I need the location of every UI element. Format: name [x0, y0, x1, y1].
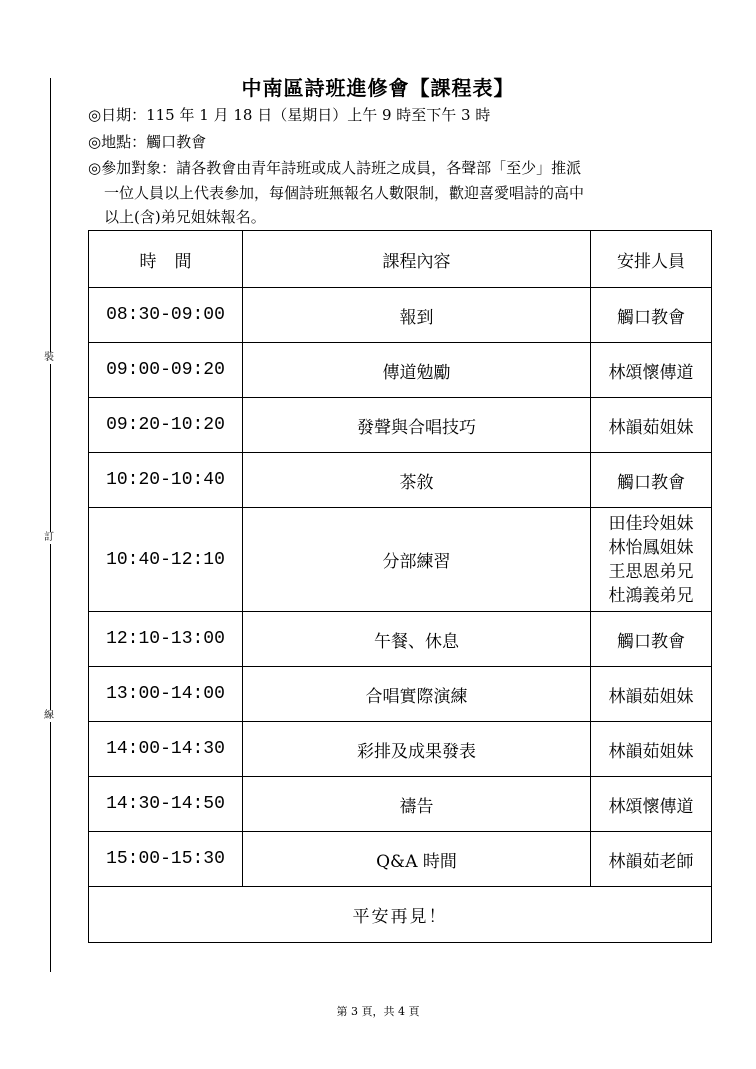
row-content: 彩排及成果發表 [243, 722, 591, 777]
row-people: 林頌懷傳道 [591, 343, 712, 398]
table-row [89, 343, 712, 398]
binding-line [50, 78, 51, 972]
row-people [591, 508, 712, 612]
header-row [89, 231, 712, 288]
row-time: 10:40-12:10 [89, 508, 243, 612]
row-content: 發聲與合唱技巧 [243, 398, 591, 453]
row-people: 林韻茹姐妹 [591, 667, 712, 722]
info-audience-line3: 以上(含)弟兄姐妹報名。 [104, 208, 266, 226]
person-name: 田佳玲姐妹 [608, 513, 694, 534]
row-time: 10:20-10:40 [89, 453, 243, 508]
row-time: 14:00-14:30 [89, 722, 243, 777]
info-audience-line2: 一位人員以上代表參加，每個詩班無報名人數限制，歡迎喜愛唱詩的高中 [104, 184, 585, 202]
row-content: Q&A 時間 [243, 832, 591, 887]
row-time: 08:30-09:00 [89, 288, 243, 343]
header-time: 時間 [89, 231, 243, 288]
binding-mark-xian: 線 [44, 710, 54, 721]
row-content: 報到 [243, 288, 591, 343]
table-row [89, 722, 712, 777]
page-number: 第 3 頁，共 4 頁 [336, 1005, 420, 1018]
table-row [89, 832, 712, 887]
person-name: 杜鴻義弟兄 [608, 585, 694, 606]
binding-mark-zhuang: 裝 [44, 352, 54, 363]
row-time: 14:30-14:50 [89, 777, 243, 832]
row-content: 禱告 [243, 777, 591, 832]
farewell-row [89, 887, 712, 943]
table-row [89, 508, 712, 612]
person-name: 林怡鳳姐妹 [608, 537, 694, 558]
table-row [89, 667, 712, 722]
farewell-text: 平安再見！ [89, 887, 712, 943]
row-time: 13:00-14:00 [89, 667, 243, 722]
info-place: ◎地點：觸口教會 [88, 133, 207, 151]
row-people: 觸口教會 [591, 612, 712, 667]
person-name: 王思恩弟兄 [608, 561, 694, 582]
table-row [89, 288, 712, 343]
table-row [89, 612, 712, 667]
header-people: 安排人員 [591, 231, 712, 288]
header-content: 課程內容 [243, 231, 591, 288]
row-time: 09:20-10:20 [89, 398, 243, 453]
row-people: 觸口教會 [591, 288, 712, 343]
row-time: 12:10-13:00 [89, 612, 243, 667]
table-row [89, 777, 712, 832]
table-row [89, 398, 712, 453]
row-content: 合唱實際演練 [243, 667, 591, 722]
row-people: 林韻茹姐妹 [591, 722, 712, 777]
row-content: 傳道勉勵 [243, 343, 591, 398]
row-content: 分部練習 [243, 508, 591, 612]
info-date: ◎日期：115 年 1 月 18 日（星期日）上午 9 時至下午 3 時 [88, 106, 491, 124]
info-audience-line1: ◎參加對象：請各教會由青年詩班或成人詩班之成員，各聲部「至少」推派 [88, 159, 582, 177]
row-time: 09:00-09:20 [89, 343, 243, 398]
schedule-table [88, 230, 712, 943]
row-content: 午餐、休息 [243, 612, 591, 667]
document-title: 中南區詩班進修會【課程表】 [241, 76, 515, 100]
row-time: 15:00-15:30 [89, 832, 243, 887]
table-row [89, 453, 712, 508]
row-people: 林韻茹姐妹 [591, 398, 712, 453]
binding-mark-ding: 訂 [44, 532, 54, 543]
row-people: 觸口教會 [591, 453, 712, 508]
row-people: 林韻茹老師 [591, 832, 712, 887]
row-content: 茶敘 [243, 453, 591, 508]
row-people: 林頌懷傳道 [591, 777, 712, 832]
